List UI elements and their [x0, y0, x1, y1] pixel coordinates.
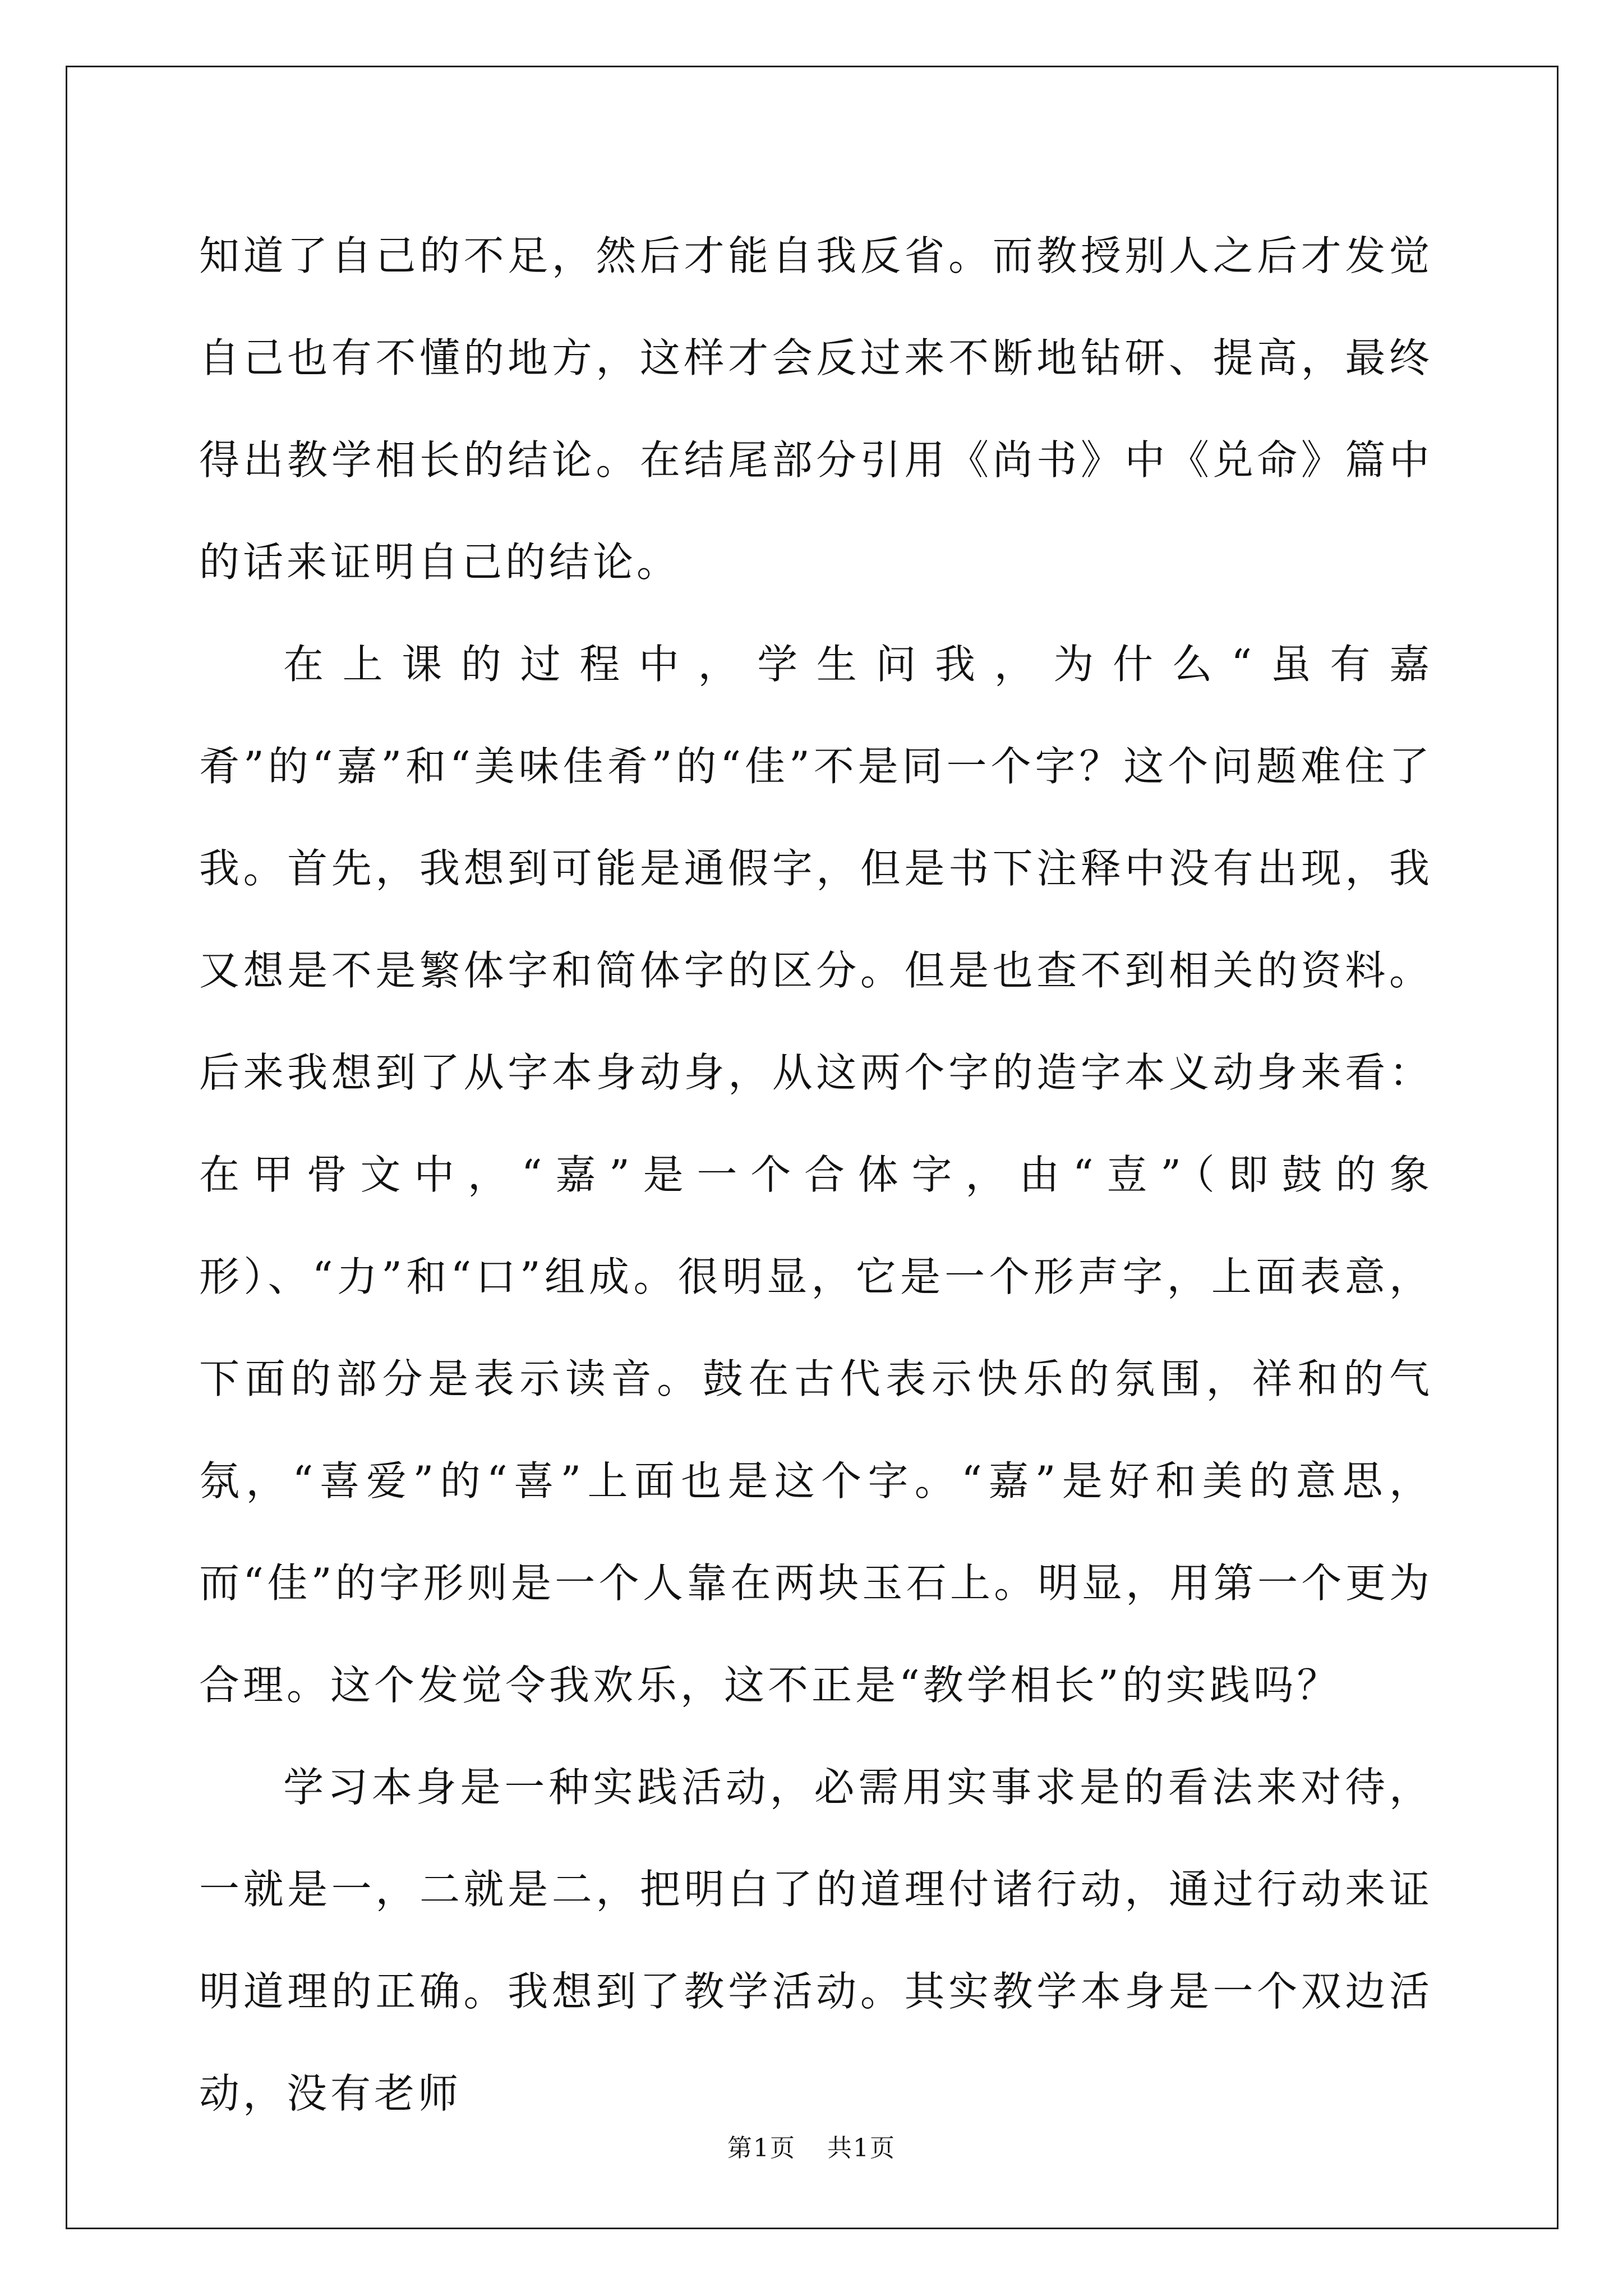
- page-footer: [0, 2132, 1623, 2165]
- paragraph-2: 在上课的过程中，学生问我，为什么“虽有嘉肴”的“嘉”和“美味佳肴”的“佳”不是同一个字？这个问题难住了我。首先，我想到可能是通假字，但是书下注释中没有出现，我又想是不是繁体字和简体字的区分。但是也查不到相关的资料。后来我想到了从字本身动身，从这两个字的造字本义动身来看：在甲骨文中，“嘉”是一个合体字，由“壴”（即鼓的象形）、“力”和“口”组成。很明显，它是一个形声字，上面表意，下面的部分是表示读音。鼓在古代表示快乐的氛围，祥和的气氛，“喜爱”的“喜”上面也是这个字。“嘉”是好和美的意思，而“佳”的字形则是一个人靠在两块玉石上。明显，用第一个更为合理。这个发觉令我欢乐，这不正是“教学相长”的实践吗？: [199, 641, 1433, 1709]
- document-body: [199, 205, 1433, 2145]
- page-number: 第1页: [727, 2134, 796, 2162]
- page-total: 共1页: [827, 2134, 896, 2162]
- paragraph-3: 学习本身是一种实践活动，必需用实事求是的看法来对待，一就是一，二就是二，把明白了的道理付诸行动，通过行动来证明道理的正确。我想到了教学活动。其实教学本身是一个双边活动，没有老师: [199, 1764, 1433, 2117]
- paragraph-1: 知道了自己的不足，然后才能自我反省。而教授别人之后才发觉自己也有不懂的地方，这样才会反过来不断地钻研、提高，最终得出教学相长的结论。在结尾部分引用《尚书》中《兑命》篇中的话来证明自己的结论。: [199, 232, 1433, 586]
